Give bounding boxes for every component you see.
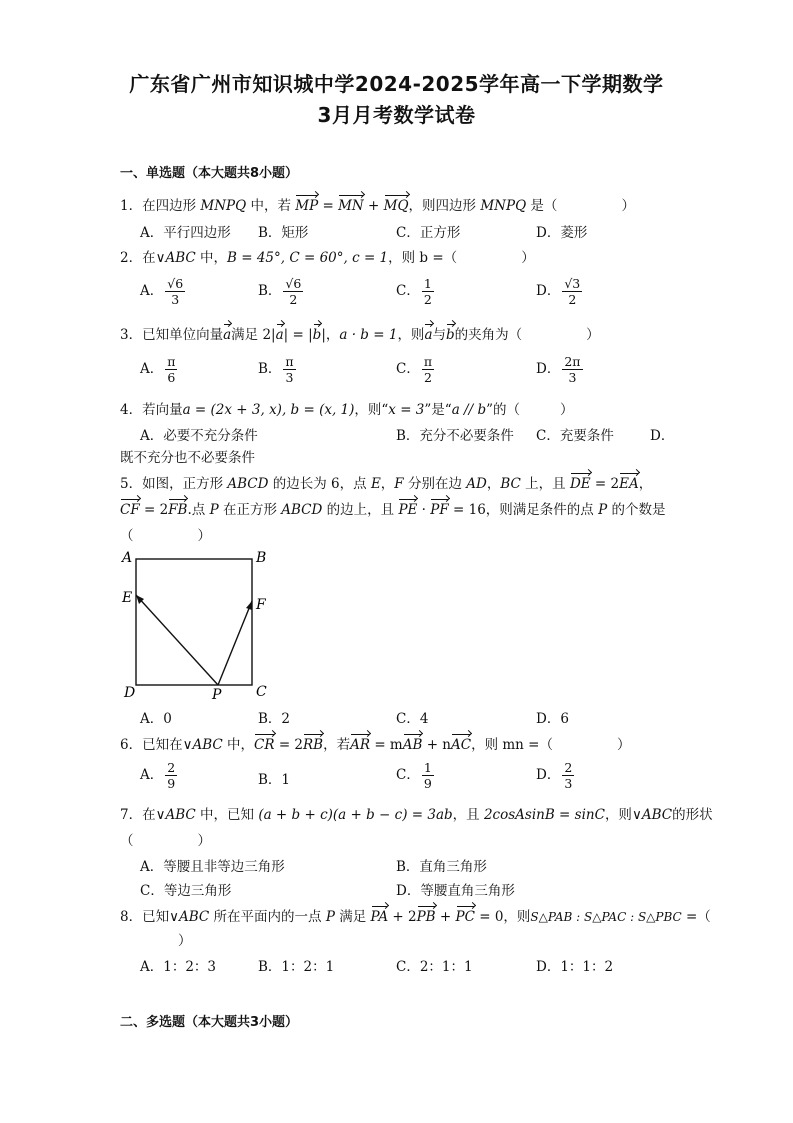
- label-b: B: [256, 550, 267, 566]
- exam-title-line2: 3月月考数学试卷: [317, 103, 476, 127]
- section-heading-multiple-choice: 二、多选题（本大题共3小题）: [120, 1015, 299, 1030]
- q1-vector-mn: MN: [338, 198, 364, 214]
- q4-tail: ”的（: [486, 402, 520, 418]
- q3-mid2: | = |: [283, 327, 313, 343]
- q8-option-b[interactable]: B．1：2：1: [258, 959, 335, 975]
- q1-quad2: MNPQ: [480, 198, 527, 214]
- vector-pe: [136, 595, 218, 685]
- q4-condition: x = 3: [388, 402, 425, 418]
- q3-tail3: 的夹角为（: [454, 327, 523, 343]
- q3-mid3: |，: [321, 327, 340, 343]
- q3-prefix: 3．已知单位向量: [120, 327, 224, 343]
- exam-title-line1: 广东省广州市知识城中学2024-2025学年高一下学期数学: [129, 72, 664, 96]
- question-4: [120, 398, 574, 418]
- q4-prefix: 4．若向量: [120, 402, 183, 418]
- question-5-line2: CF = 2FB.点 P 在正方形 ABCD 的边上，且 PE · PF = 16，则满足条件的点 P 的个数是: [120, 502, 666, 518]
- question-6: 6．已知在∨ABC 中，CR = 2RB，若AR = mAB + nAC，则 mn =（ ）: [120, 737, 631, 753]
- q5-option-a[interactable]: A．0: [140, 711, 172, 727]
- label-f: F: [256, 597, 266, 613]
- q1-tail: 是（: [526, 198, 558, 214]
- question-2: [120, 246, 535, 266]
- question-5-line3: （ ）: [120, 528, 211, 544]
- q8-option-d[interactable]: D．1：1：2: [536, 959, 614, 975]
- q5-option-d[interactable]: D．6: [536, 711, 569, 727]
- q2-mid: 中，: [195, 250, 228, 266]
- q4-option-b[interactable]: B．充分不必要条件: [396, 428, 514, 444]
- q3-tail2: 与: [432, 327, 446, 343]
- q7-option-d[interactable]: D．等腰直角三角形: [396, 883, 515, 899]
- q2-option-c[interactable]: C． $\frac{1}{2}$: [396, 276, 432, 307]
- q1-option-b[interactable]: B．矩形: [258, 225, 309, 241]
- q3-mid: 满足 2|: [231, 327, 276, 343]
- q3-option-d[interactable]: D． $\frac{2\pi}{3}$: [536, 354, 581, 385]
- q6-option-a[interactable]: A． $\frac{2}{9}$: [140, 760, 176, 791]
- vector-pf: [218, 601, 252, 685]
- q2-option-b[interactable]: B． $\frac{√6}{2}$: [258, 276, 302, 307]
- q3-vector-b: b: [312, 327, 322, 343]
- q2-close: ）: [521, 250, 535, 266]
- q1-eq: =: [318, 198, 339, 214]
- q3-close: ）: [586, 327, 600, 343]
- q3-dot-condition: a · b = 1: [339, 327, 398, 343]
- q1-plus: +: [363, 198, 384, 214]
- q1-vector-mp: MP: [295, 198, 319, 214]
- square-abcd: [136, 559, 252, 685]
- label-e: E: [122, 590, 133, 606]
- question-5-line1: 5．如图，正方形 ABCD 的边长为 6，点 E，F 分别在边 AD，BC 上，且 DE = 2EA，: [120, 476, 653, 492]
- q8-option-a[interactable]: A．1：2：3: [140, 959, 217, 975]
- q2-option-d[interactable]: D． $\frac{√3}{2}$: [536, 276, 581, 307]
- q6-option-b[interactable]: B．1: [258, 772, 291, 788]
- q5-option-b[interactable]: B．2: [258, 711, 291, 727]
- label-a: A: [122, 550, 133, 566]
- q3-tail: ，则: [397, 327, 425, 343]
- q1-vector-mq: MQ: [383, 198, 409, 214]
- question-8: 8．已知∨ABC 所在平面内的一点 P 满足 PA + 2PB + PC = 0，则S△PAB : S△PAC : S△PBC =（: [120, 909, 711, 925]
- label-c: C: [256, 684, 267, 700]
- question-3: [120, 323, 600, 343]
- q8-option-c[interactable]: C．2：1：1: [396, 959, 473, 975]
- q6-option-c[interactable]: C． $\frac{1}{9}$: [396, 760, 432, 791]
- q4-condition2: a // b: [451, 402, 487, 418]
- q7-option-c[interactable]: C．等边三角形: [140, 883, 232, 899]
- q7-option-b[interactable]: B．直角三角形: [396, 859, 487, 875]
- q2-prefix: 2．在: [120, 250, 156, 266]
- label-p: P: [212, 687, 222, 703]
- q5-square-figure: [120, 545, 280, 705]
- q5-option-c[interactable]: C．4: [396, 711, 429, 727]
- question-8-close: ）: [178, 933, 192, 949]
- q4-option-c[interactable]: C．充要条件: [536, 428, 614, 444]
- q6-option-d[interactable]: D． $\frac{2}{3}$: [536, 760, 573, 791]
- q2-tail: ，则 b =（: [388, 250, 458, 266]
- q7-option-a[interactable]: A．等腰且非等边三角形: [140, 859, 285, 875]
- q4-mid2: ”是“: [424, 402, 452, 418]
- question-1: [120, 194, 635, 214]
- arrowhead-f: [246, 601, 252, 610]
- label-d: D: [124, 685, 136, 701]
- q2-condition: B = 45°, C = 60°, c = 1: [227, 250, 389, 266]
- q1-option-c[interactable]: C．正方形: [396, 225, 461, 241]
- q3-option-b[interactable]: B． $\frac{\pi}{3}$: [258, 354, 294, 385]
- q3-option-a[interactable]: A． $\frac{\pi}{6}$: [140, 354, 176, 385]
- question-7: 7．在∨ABC 中，已知 (a + b + c)(a + b − c) = 3ab，且 2cosAsinB = sinC，则∨ABC的形状: [120, 807, 713, 823]
- q1-prefix: 1．在四边形: [120, 198, 201, 214]
- question-7-line2: （ ）: [120, 833, 211, 849]
- q1-mid: 中，若: [246, 198, 296, 214]
- q4-mid: ，则“: [354, 402, 389, 418]
- q3-vector-a2: a: [275, 327, 284, 343]
- q3-vector-b2: b: [446, 327, 455, 343]
- q1-option-d[interactable]: D．菱形: [536, 225, 588, 241]
- q4-close: ）: [560, 402, 574, 418]
- q4-option-d-text: 既不充分也不必要条件: [120, 450, 255, 466]
- q3-vector-a3: a: [424, 327, 433, 343]
- q3-vector-a: a: [223, 327, 232, 343]
- q4-vectors: a = (2x + 3, x), b = (x, 1): [182, 402, 355, 418]
- q1-option-a[interactable]: A．平行四边形: [140, 225, 231, 241]
- q1-suffix: ，则四边形: [408, 198, 481, 214]
- section-heading-single-choice: 一、单选题（本大题共8小题）: [120, 166, 299, 181]
- q4-option-a[interactable]: A．必要不充分条件: [140, 428, 258, 444]
- q2-option-a[interactable]: A． $\frac{√6}{3}$: [140, 276, 184, 307]
- q2-triangle: ∨ABC: [155, 250, 196, 266]
- q3-option-c[interactable]: C． $\frac{\pi}{2}$: [396, 354, 433, 385]
- q1-quad: MNPQ: [200, 198, 247, 214]
- q1-close: ）: [621, 198, 635, 214]
- q4-option-d[interactable]: D．: [650, 428, 675, 444]
